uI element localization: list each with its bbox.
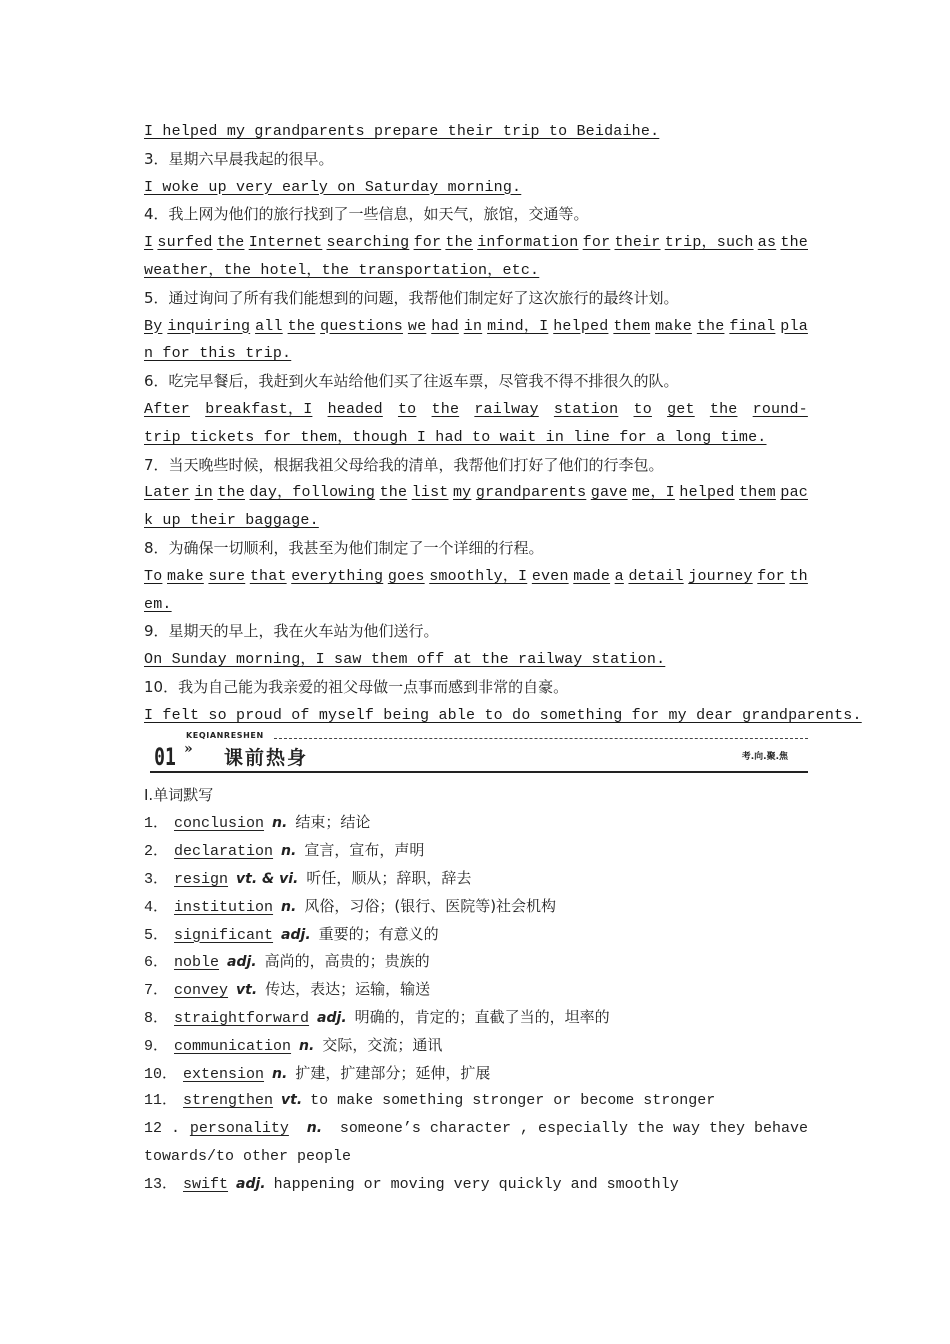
vocab-meaning: 听任，顺从；辞职，辞去 [306,868,472,887]
answer-word: goes [387,567,425,585]
translation-answer-line [144,396,808,424]
answer-word: them [739,484,776,502]
section-title: Ⅰ.单词默写 [144,785,214,804]
answer-word: pac [780,484,808,502]
vocab-word: institution [174,898,274,916]
answer-word: for [757,567,785,585]
vocab-word: resign [174,870,229,888]
vocab-item [144,1087,808,1115]
vocab-item [144,948,808,976]
vocab-word: conclusion [174,815,265,833]
answer-word: them [613,317,651,335]
vocab-pos: adj. [317,1009,347,1026]
vocab-number: 7． [144,982,169,1000]
answer-word: the [217,484,245,502]
vocab-number: 6． [144,954,169,972]
banner-number: 01 [154,742,176,771]
vocab-meaning-continued: towards/to other people [144,1147,352,1165]
vocab-item [144,1060,808,1088]
vocab-meaning: 交际，交流；通讯 [322,1035,443,1054]
vocab-number: 13． [144,1175,178,1193]
answer-word: in [463,317,483,335]
banner-rule [150,771,808,773]
answer-word: for [413,234,442,252]
vocab-meaning: 重要的；有意义的 [318,924,439,943]
translation-answer-line [144,563,808,591]
vocab-number: 1． [144,815,169,833]
vocab-meaning: 传达，表达；运输，输送 [265,980,431,999]
vocab-number: 2． [144,843,169,861]
answer-word: Internet [248,234,323,252]
vocab-number: 3． [144,870,169,888]
answer-word: questions [320,317,403,335]
answer-word: mind，I [487,317,549,335]
vocab-word: personality [189,1120,289,1138]
answer-word: to [397,400,417,418]
answer-text: k up their baggage. [144,512,319,530]
answer-word: had [431,317,459,335]
answer-word: th [789,567,808,585]
translation-question: 10．我为自己能为我亲爱的祖父母做一点事而感到非常的自豪。 [144,677,569,696]
answer-word: everything [291,567,384,585]
translation-answer-line [144,174,808,202]
vocab-word: extension [183,1065,265,1083]
vocab-pos: n. [306,1120,323,1137]
answer-word: the [709,400,738,418]
answer-word: me，I [632,484,675,502]
answer-word: even [531,567,569,585]
vocab-pos: n. [272,815,288,832]
vocab-number: 9． [144,1037,169,1055]
answer-text: n for this trip. [144,345,292,363]
answer-word: the [379,484,408,502]
banner-dashed-rule [274,738,808,739]
answer-word: trip，such [664,234,754,252]
answer-word: the [445,234,474,252]
answer-word: inquiring [167,317,251,335]
vocab-meaning: happening or moving very quickly and smoothly [273,1175,679,1193]
vocab-number: 11． [144,1092,178,1110]
answer-word: day，following [249,484,376,502]
vocab-item [144,1115,808,1143]
vocab-meaning: someone’s character , especially the way they behave [339,1120,808,1138]
answer-word: headed [327,400,383,418]
vocab-pos: adj. [281,926,311,943]
vocab-pos: vt. [236,982,258,999]
vocab-number: 12 . [144,1120,181,1138]
answer-text: weather，the hotel，the transportation，etc. [144,261,540,279]
vocab-pos: adj. [227,954,257,971]
answer-text: I felt so proud of myself being able to do something for my dear grandparents. [144,706,862,724]
translation-question: 8．为确保一切顺利，我甚至为他们制定了一个详细的行程。 [144,538,544,557]
answer-word: After [144,400,191,418]
translation-question: 4．我上网为他们的旅行找到了一些信息，如天气，旅馆，交通等。 [144,205,589,224]
answer-word: their [614,234,661,252]
answer-word: we [407,317,427,335]
answer-text: em. [144,595,172,613]
vocab-word: swift [183,1175,229,1193]
vocab-item [144,1032,808,1060]
answer-word: smoothly，I [429,567,528,585]
translation-question: 7．当天晚些时候，根据我祖父母给我的清单，我帮他们打好了他们的行李包。 [144,455,664,474]
answer-word: the [696,317,725,335]
answer-text: I woke up very early on Saturday morning. [144,178,522,196]
answer-text: On Sunday morning，I saw them off at the railway station. [144,651,666,669]
answer-word: journey [688,567,753,585]
answer-text: I helped my grandparents prepare their trip to Beidaihe. [144,123,660,140]
vocab-number: 4． [144,898,169,916]
answer-word: that [249,567,287,585]
vocab-word: strengthen [183,1092,274,1110]
answer-word: round- [752,400,808,418]
answer-word: list [411,484,449,502]
answer-word: helped [679,484,735,502]
vocab-number: 8． [144,1009,169,1027]
vocab-word: convey [174,982,229,1000]
answer-word: detail [628,567,684,585]
vocab-word: declaration [174,843,274,861]
answer-word: the [287,317,316,335]
vocab-item [144,893,808,921]
answer-word: I [144,234,154,252]
banner-right-label: 考.向.聚.焦 [741,751,788,762]
translation-question: 3．星期六早晨我起的很早。 [144,149,334,168]
vocab-item [144,976,808,1004]
vocab-pos: n. [272,1065,288,1082]
vocab-item [144,809,808,837]
vocab-item [144,865,808,893]
vocab-meaning: 高尚的，高贵的；贵族的 [264,952,430,971]
vocab-word: noble [174,954,220,972]
answer-word: pla [780,317,808,335]
answer-word: Later [144,484,191,502]
answer-word: station [553,400,619,418]
answer-word: all [255,317,283,335]
answer-word: a [614,567,624,585]
vocab-item [144,921,808,949]
answer-word: my [452,484,472,502]
vocab-word: significant [174,926,274,944]
answer-word: the [780,234,808,252]
vocab-pos: vt. [281,1092,303,1109]
vocab-meaning: 结束；结论 [295,813,371,832]
vocab-number: 10． [144,1065,178,1083]
answer-text: trip tickets for them，though I had to wait in line for a long time. [144,428,767,446]
answer-word: searching [326,234,410,252]
translation-answer-line [144,702,862,730]
vocab-word: straightforward [174,1009,310,1027]
answer-word: in [194,484,213,502]
answer-word: the [431,400,460,418]
vocab-pos: n. [281,843,297,860]
answer-word: By [144,317,163,335]
answer-word: to [633,400,652,418]
translation-question: 5．通过询问了所有我们能想到的问题，我帮他们制定好了这次旅行的最终计划。 [144,288,679,307]
vocab-meaning: 扩建，扩建部分；延伸，扩展 [295,1063,491,1082]
answer-word: the [216,234,245,252]
translation-answer-line [144,507,808,535]
vocab-meaning: 明确的，肯定的；直截了当的，坦率的 [354,1007,610,1026]
vocab-meaning: 风俗，习俗；(银行、医院等)社会机构 [304,896,557,915]
translation-answer-line [144,479,808,507]
answer-word: railway [474,400,539,418]
answer-word: for [582,234,611,252]
section-banner [144,732,808,782]
translation-answer-line [144,229,808,257]
vocab-meaning: to make something stronger or become stronger [310,1092,716,1110]
answer-word: information [477,234,579,252]
translation-answer-line [144,313,808,341]
vocab-item [144,1004,808,1032]
translation-section [144,118,862,730]
vocab-meaning: 宣言，宣布，声明 [304,841,425,860]
vocab-item [144,1171,808,1199]
banner-title: 课前热身 [224,746,309,769]
vocab-list [144,809,808,1198]
double-chevron-icon: » [184,740,193,757]
translation-answer-line [144,118,808,146]
translation-answer-line [144,257,808,285]
banner-pinyin: KEQIANRESHEN [186,730,264,740]
answer-word: make [167,567,204,585]
translation-answer-line [144,340,808,368]
vocab-pos: n. [281,898,297,915]
answer-word: surfed [157,234,213,252]
vocab-item [144,837,808,865]
answer-word: get [667,400,695,418]
answer-word: as [757,234,777,252]
answer-word: sure [208,567,246,585]
answer-word: made [573,567,611,585]
answer-word: gave [590,484,628,502]
translation-question: 6．吃完早餐后，我赶到火车站给他们买了往返车票，尽管我不得不排很久的队。 [144,372,679,391]
document-page [144,118,862,1198]
answer-word: final [729,317,776,335]
answer-word: To [144,567,163,585]
answer-word: helped [553,317,609,335]
vocab-number: 5． [144,926,169,944]
answer-word: make [655,317,692,335]
vocab-pos: n. [299,1037,315,1054]
vocab-pos: vt. & vi. [236,870,299,887]
translation-question: 9．星期天的早上，我在火车站为他们送行。 [144,622,439,641]
vocab-word: communication [174,1037,292,1055]
answer-word: grandparents [475,484,587,502]
translation-answer-line [144,424,808,452]
translation-answer-line [144,646,808,674]
answer-word: breakfast，I [205,400,313,418]
translation-answer-line [144,591,808,619]
vocab-pos: adj. [236,1175,266,1192]
